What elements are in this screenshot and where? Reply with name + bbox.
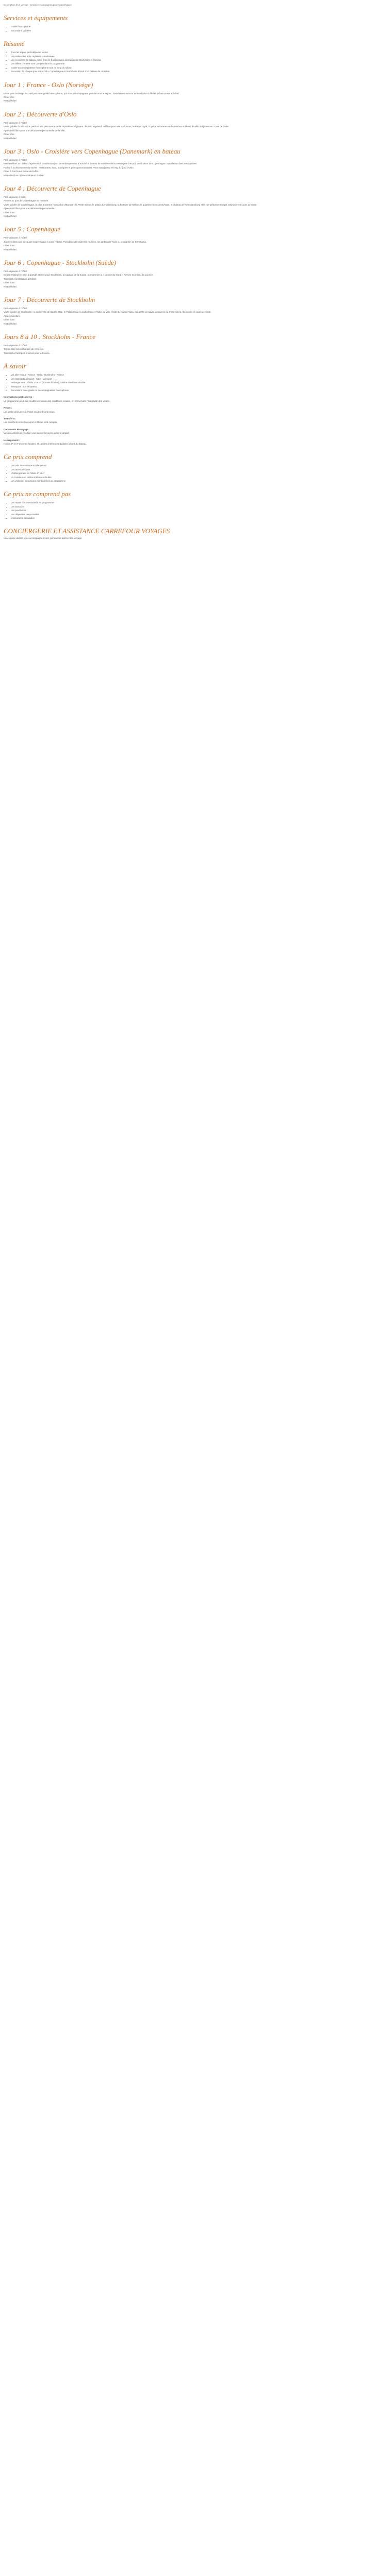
list-item: • Vol aller-retour : France - Oslo / Stockholm - France — [11, 373, 380, 377]
list-item: • Les billets d'entrée sont compris dans le programme — [11, 62, 380, 65]
included-list — [4, 373, 380, 392]
info-text: Les transferts entre l'aéroport et l'hôtel sont compris. — [4, 421, 58, 424]
day-section — [4, 225, 380, 251]
price-includes-list — [4, 464, 380, 483]
day-text: Petit-déjeuner à l'hôtel. Matinée libre. En début d'après-midi, transfert au port et embarquement à bord d'un bateau de croisière de la compagnie DFDS à destination de Copenhague. Installation dans vos cabines. Partez à la découverte du navire : restaurants, bars, boutiques et ponts panoramiques. Vous naviguerez le long du fjord d'Oslo. Dîner à bord sous forme de buffet. Nuit à bord en cabine intérieure double. — [4, 158, 197, 177]
travel-document — [0, 0, 384, 540]
price-includes-title: Ce prix comprend — [4, 453, 52, 461]
day-section — [4, 333, 380, 355]
day-title: Jour 4 : Découverte de Copenhague — [4, 184, 101, 192]
day-section — [4, 110, 380, 140]
list-item: • Transport : bus et bateau — [11, 385, 380, 388]
day-section — [4, 296, 380, 326]
info-label: Documents de voyage : — [4, 428, 30, 431]
summary-list — [4, 50, 380, 73]
intro-text: Description d'un voyage - Croisière compagnon pour Copenhague — [4, 4, 72, 6]
day-text: Petit-déjeuner à l'hôtel. Temps libre selon l'horaire de votre vol. Transfert à l'aéroport et envol pour la France. — [4, 344, 50, 354]
day-title: Jour 6 : Copenhague - Stockholm (Suède) — [4, 259, 117, 266]
info-sections — [4, 395, 380, 446]
list-item: • Guide francophone — [11, 25, 380, 28]
list-item: • La croisière en cabine intérieure double — [11, 476, 380, 479]
list-item: • Excursion de chaque jour entre Oslo, Copenhague et Stockholm à bord d'un bateau de croisière — [11, 70, 380, 73]
day-title: Jour 5 : Copenhague — [4, 225, 61, 233]
list-item: • Guide-accompagnateur francophone tout au long du séjour — [11, 66, 380, 70]
info-label: Transferts : — [4, 417, 17, 420]
day-section — [4, 259, 380, 289]
list-item: • Les repas non mentionnés au programme — [11, 501, 380, 504]
included-title: À savoir — [4, 362, 26, 370]
list-item: • Tous les repas, petit-déjeuner inclus — [11, 50, 380, 54]
list-item: • Les transferts aéroport - hôtel - aéroport — [11, 377, 380, 381]
day-title: Jours 8 à 10 : Stockholm - France — [4, 333, 95, 341]
info-text: Hôtels 3* et 4* (normes locales) et cabines intérieures doubles à bord du bateau. — [4, 442, 87, 445]
info-label: Repas : — [4, 406, 12, 410]
day-text: Petit-déjeuner à l'hôtel. Départ matinal en train à grande vitesse pour Stockholm, la capitale de la Suède, surnommée la « Venise du Nord ». Arrivée en milieu de journée. Transfert et installation à l'hôtel. Dîner libre. Nuit à l'hôtel. — [4, 270, 154, 288]
day-title: Jour 7 : Découverte de Stockholm — [4, 296, 95, 304]
list-item: • Les taxes aéroport — [11, 468, 380, 471]
day-title: Jour 2 : Découverte d'Oslo — [4, 110, 77, 118]
list-item: • L'hébergement en hôtels 3* et 4* — [11, 471, 380, 475]
info-label: Informations particulières : — [4, 396, 34, 399]
list-item: • Les visites et excursions mentionnées au programme — [11, 479, 380, 483]
info-block — [4, 395, 380, 403]
day-title: Jour 3 : Oslo - Croisière vers Copenhague (Danemark) en bateau — [4, 147, 181, 155]
list-item: • Les boissons — [11, 505, 380, 509]
list-item: • Les vols internationaux aller-retour — [11, 464, 380, 467]
day-title: Jour 1 : France - Oslo (Norvège) — [4, 80, 93, 89]
info-text: Les petits-déjeuners à l'hôtel et à bord sont inclus. — [4, 410, 55, 413]
day-text: Petit-déjeuner à l'hôtel. Visite guidée de Stockholm : la vieille ville de Gamla Stan, le Palais royal, la cathédrale et l'hôtel de ville. Visite du musée Vasa, qui abrite un navire de guerre du XVIIe siècle. Déjeuner en cours de visite. Après-midi libre. Dîner libre. Nuit à l'hôtel. — [4, 307, 211, 325]
day-section — [4, 147, 380, 177]
services-title: Services et équipements — [4, 14, 68, 22]
day-text: Petit-déjeuner à l'hôtel. Journée libre pour découvrir Copenhague à votre rythme. Possibilité de visiter les musées, les jardins de Tivoli ou le quartier de Christiania. Dîner libre. Nuit à l'hôtel. — [4, 236, 147, 251]
day-text: Envol pour Norvège. Accueil par votre guide francophone, qui vous accompagnera pendant tout le séjour. Transfert en autocar et installation à l'hôtel. Dîner et nuit à l'hôtel. Dîner libre Nuit à l'hôtel — [4, 92, 180, 103]
services-list — [4, 25, 380, 32]
summary-title: Résumé — [4, 40, 25, 48]
info-label: Hébergement : — [4, 438, 20, 442]
day-text: Petit-déjeuner à bord. Arrivée au port de Copenhague en matinée. Visite guidée de Copenhague, la plus ancienne monarchie d'Europe : la Petite Sirène, le palais d'Amalienborg, la fontaine de Gefion, le quartier coloré de Nyhavn, le château de Christiansborg et la rue piétonne Strøget. Déjeuner en cours de visite. Après-midi libre pour une découverte personnelle. Dîner libre. Nuit à l'hôtel. — [4, 195, 257, 217]
price-excludes-list — [4, 501, 380, 520]
list-item: • Excursions guidées — [11, 29, 380, 32]
day-section — [4, 184, 380, 218]
list-item: • Hébergement : hôtels 3* et 4* (normes locales), cabine intérieure double — [11, 381, 380, 384]
list-item: • Les visites des trois capitales scandinaves — [11, 55, 380, 58]
list-item: • Les pourboires — [11, 509, 380, 512]
info-text: Le programme peut être modifié en raison des conditions locales, en conservant l'intégralité des visites. — [4, 399, 110, 402]
info-block — [4, 428, 380, 435]
list-item: • Les dépenses personnelles — [11, 513, 380, 516]
info-block — [4, 417, 380, 425]
list-item: • Excursions avec guide ou accompagnateur francophone — [11, 388, 380, 392]
info-block — [4, 406, 380, 414]
list-item: • Les croisières de bateau entre Oslo et Copenhague ainsi qu'entre Stockholm et Helsinki — [11, 58, 380, 62]
concierge-text: Une équipe dédiée vous accompagne avant, pendant et après votre voyage. — [4, 536, 83, 539]
concierge-title: CONCIERGERIE ET ASSISTANCE CARREFOUR VOYAGES — [4, 527, 170, 535]
info-block — [4, 438, 380, 446]
day-text: Petit-déjeuner à l'hôtel. Visite guidée d'Oslo. Vous partirez à la découverte de la capitale norvégienne : le parc Vigeland, célèbre pour ses sculptures, le Palais royal, l'Opéra, la forteresse d'Akershus et l'hôtel de ville. Déjeuner en cours de visite. Après-midi libre pour une découverte personnelle de la ville. Dîner libre Nuit à l'hôtel — [4, 121, 230, 140]
price-excludes-title: Ce prix ne comprend pas — [4, 490, 71, 498]
list-item: • L'assurance annulation — [11, 516, 380, 520]
info-text: Vos documents de voyage vous seront envoyés avant le départ. — [4, 432, 70, 435]
day-section — [4, 81, 380, 103]
itinerary — [4, 81, 380, 355]
